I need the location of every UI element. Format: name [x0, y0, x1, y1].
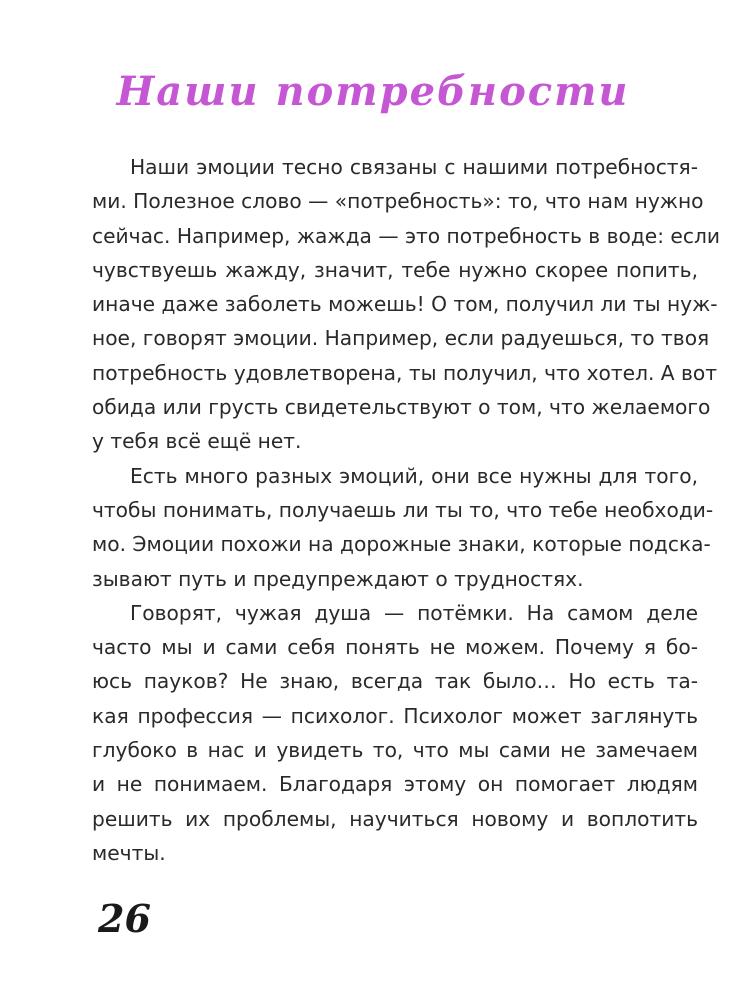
paragraph-3 [92, 596, 698, 870]
text-line: часто мы и сами себя понять не можем. Почему я бо- [92, 635, 698, 660]
text-line: потребность удовлетворена, ты получил, что хотел. А вот [92, 360, 718, 385]
text-line: кая профессия — психолог. Психолог может заглянуть [92, 703, 698, 728]
paragraph-2 [92, 459, 714, 596]
text-line: глубоко в нас и увидеть то, что мы сами не замечаем [92, 738, 698, 763]
page-title: Наши потребности [116, 68, 630, 115]
text-line: ми. Полезное слово — «потребность»: то, что нам нужно [92, 189, 704, 214]
text-line: и не понимаем. Благодаря этому он помогает людям [92, 772, 698, 797]
text-line: Говорят, чужая душа — потёмки. На самом деле [130, 600, 698, 625]
text-line: чувствуешь жажду, значит, тебе нужно скорее попить, [92, 257, 698, 282]
body-text [92, 150, 720, 870]
text-line: сейчас. Например, жажда — это потребность в воде: если [92, 223, 720, 248]
text-line: ное, говорят эмоции. Например, если радуешься, то твоя [92, 326, 710, 351]
text-line: решить их проблемы, научиться новому и воплотить [92, 806, 698, 831]
text-line: у тебя всё ещё нет. [92, 429, 302, 454]
text-line: иначе даже заболеть можешь! О том, получил ли ты нуж- [92, 292, 718, 317]
text-line: юсь пауков? Не знаю, всегда так было… Но есть та- [92, 669, 698, 694]
text-line: обида или грусть свидетельствуют о том, что желаемого [92, 395, 711, 420]
text-line: мо. Эмоции похожи на дорожные знаки, которые подска- [92, 532, 711, 557]
text-line: чтобы понимать, получаешь ли ты то, что тебе необходи- [92, 497, 714, 522]
text-line: Есть много разных эмоций, они все нужны для того, [130, 463, 698, 488]
text-line: мечты. [92, 840, 166, 865]
text-line: Наши эмоции тесно связаны с нашими потребностя- [130, 155, 698, 179]
page-number: 26 [98, 896, 151, 941]
text-line: зывают путь и предупреждают о трудностях. [92, 566, 584, 591]
paragraph-1 [92, 150, 720, 459]
